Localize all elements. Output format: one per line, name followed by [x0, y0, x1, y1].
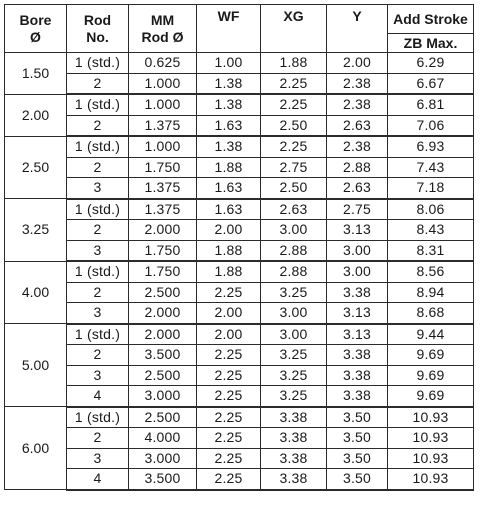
xg-cell: 3.00	[261, 303, 327, 324]
table-row	[5, 448, 474, 469]
y-cell: 2.63	[327, 115, 388, 136]
rod-no-cell: 3	[67, 178, 129, 199]
rod-no-cell: 3	[67, 303, 129, 324]
xg-cell: 3.00	[261, 220, 327, 241]
table-row	[5, 220, 474, 241]
mm-rod-cell: 3.500	[129, 469, 197, 490]
wf-cell: 2.25	[197, 407, 261, 428]
table-row	[5, 365, 474, 386]
y-cell: 3.50	[327, 407, 388, 428]
mm-rod-cell: 0.625	[129, 53, 197, 74]
zb-max-cell: 6.93	[388, 136, 474, 157]
zb-max-cell: 6.81	[388, 94, 474, 115]
wf-cell: 2.25	[197, 469, 261, 490]
table-row	[5, 136, 474, 157]
table-row	[5, 115, 474, 136]
table-row	[5, 240, 474, 261]
rod-no-cell: 2	[67, 282, 129, 303]
zb-max-cell: 8.43	[388, 220, 474, 241]
y-cell: 2.63	[327, 178, 388, 199]
rod-no-cell: 4	[67, 469, 129, 490]
bore-cell: 6.00	[5, 407, 67, 490]
rod-no-cell: 3	[67, 448, 129, 469]
y-cell: 3.38	[327, 345, 388, 366]
bore-cell: 4.00	[5, 261, 67, 324]
wf-cell: 1.88	[197, 261, 261, 282]
mm-rod-cell: 3.000	[129, 386, 197, 407]
y-cell: 2.88	[327, 157, 388, 178]
xg-cell: 3.38	[261, 469, 327, 490]
mm-rod-cell: 1.375	[129, 199, 197, 220]
bore-cell: 2.00	[5, 94, 67, 136]
y-cell: 2.38	[327, 136, 388, 157]
zb-max-cell: 10.93	[388, 428, 474, 449]
table-row	[5, 345, 474, 366]
mm-rod-cell: 1.375	[129, 178, 197, 199]
wf-cell: 2.25	[197, 386, 261, 407]
header-zb-max: ZB Max.	[388, 34, 474, 53]
wf-cell: 2.25	[197, 345, 261, 366]
y-cell: 3.50	[327, 469, 388, 490]
header-xg: XG	[261, 5, 327, 53]
mm-rod-cell: 2.000	[129, 303, 197, 324]
wf-cell: 1.88	[197, 157, 261, 178]
mm-rod-cell: 2.500	[129, 365, 197, 386]
xg-cell: 3.25	[261, 345, 327, 366]
mm-rod-cell: 2.500	[129, 407, 197, 428]
table-row	[5, 282, 474, 303]
wf-cell: 1.38	[197, 94, 261, 115]
zb-max-cell: 8.06	[388, 199, 474, 220]
xg-cell: 2.50	[261, 115, 327, 136]
zb-max-cell: 10.93	[388, 407, 474, 428]
rod-no-cell: 1 (std.)	[67, 407, 129, 428]
wf-cell: 2.00	[197, 324, 261, 345]
zb-max-cell: 6.67	[388, 73, 474, 94]
wf-cell: 1.63	[197, 115, 261, 136]
header-rod-no: Rod No.	[67, 5, 129, 53]
xg-cell: 2.25	[261, 73, 327, 94]
y-cell: 3.13	[327, 220, 388, 241]
mm-rod-cell: 1.750	[129, 261, 197, 282]
header-add-stroke: Add Stroke	[388, 5, 474, 34]
wf-cell: 1.63	[197, 178, 261, 199]
zb-max-cell: 8.68	[388, 303, 474, 324]
dimension-table-container	[4, 4, 474, 491]
mm-rod-cell: 2.500	[129, 282, 197, 303]
wf-cell: 2.25	[197, 365, 261, 386]
table-row	[5, 199, 474, 220]
rod-no-cell: 1 (std.)	[67, 324, 129, 345]
wf-cell: 1.88	[197, 240, 261, 261]
xg-cell: 2.25	[261, 136, 327, 157]
zb-max-cell: 10.93	[388, 469, 474, 490]
rod-no-cell: 2	[67, 157, 129, 178]
table-row	[5, 407, 474, 428]
zb-max-cell: 6.29	[388, 53, 474, 74]
y-cell: 3.13	[327, 324, 388, 345]
mm-rod-cell: 1.750	[129, 240, 197, 261]
zb-max-cell: 9.69	[388, 345, 474, 366]
mm-rod-cell: 2.000	[129, 324, 197, 345]
mm-rod-cell: 3.000	[129, 448, 197, 469]
zb-max-cell: 8.31	[388, 240, 474, 261]
header-y: Y	[327, 5, 388, 53]
xg-cell: 2.25	[261, 94, 327, 115]
rod-no-cell: 2	[67, 115, 129, 136]
xg-cell: 3.00	[261, 324, 327, 345]
rod-no-cell: 1 (std.)	[67, 199, 129, 220]
xg-cell: 3.38	[261, 407, 327, 428]
zb-max-cell: 9.44	[388, 324, 474, 345]
table-row	[5, 53, 474, 74]
rod-no-cell: 2	[67, 73, 129, 94]
wf-cell: 2.25	[197, 282, 261, 303]
header-mm-rod: MM Rod Ø	[129, 5, 197, 53]
bore-cell: 2.50	[5, 136, 67, 199]
table-row	[5, 386, 474, 407]
y-cell: 3.50	[327, 428, 388, 449]
bore-cell: 3.25	[5, 199, 67, 262]
rod-no-cell: 1 (std.)	[67, 261, 129, 282]
y-cell: 3.00	[327, 261, 388, 282]
zb-max-cell: 9.69	[388, 386, 474, 407]
table-row	[5, 303, 474, 324]
y-cell: 2.38	[327, 94, 388, 115]
rod-no-cell: 3	[67, 240, 129, 261]
header-bore: Bore Ø	[5, 5, 67, 53]
mm-rod-cell: 2.000	[129, 220, 197, 241]
y-cell: 2.00	[327, 53, 388, 74]
zb-max-cell: 7.06	[388, 115, 474, 136]
mm-rod-cell: 4.000	[129, 428, 197, 449]
y-cell: 3.38	[327, 365, 388, 386]
zb-max-cell: 7.18	[388, 178, 474, 199]
zb-max-cell: 7.43	[388, 157, 474, 178]
y-cell: 3.50	[327, 448, 388, 469]
rod-no-cell: 2	[67, 345, 129, 366]
xg-cell: 3.38	[261, 448, 327, 469]
table-row	[5, 178, 474, 199]
rod-no-cell: 2	[67, 428, 129, 449]
zb-max-cell: 10.93	[388, 448, 474, 469]
rod-no-cell: 1 (std.)	[67, 53, 129, 74]
xg-cell: 3.25	[261, 386, 327, 407]
mm-rod-cell: 1.375	[129, 115, 197, 136]
xg-cell: 2.88	[261, 240, 327, 261]
xg-cell: 3.38	[261, 428, 327, 449]
table-row	[5, 428, 474, 449]
wf-cell: 2.25	[197, 428, 261, 449]
table-row	[5, 261, 474, 282]
xg-cell: 2.88	[261, 261, 327, 282]
mm-rod-cell: 1.000	[129, 94, 197, 115]
table-row	[5, 324, 474, 345]
mm-rod-cell: 1.750	[129, 157, 197, 178]
y-cell: 3.00	[327, 240, 388, 261]
xg-cell: 3.25	[261, 282, 327, 303]
rod-no-cell: 1 (std.)	[67, 136, 129, 157]
y-cell: 3.38	[327, 386, 388, 407]
y-cell: 2.38	[327, 73, 388, 94]
wf-cell: 1.38	[197, 136, 261, 157]
dimension-table	[4, 4, 474, 491]
table-row	[5, 73, 474, 94]
rod-no-cell: 3	[67, 365, 129, 386]
mm-rod-cell: 1.000	[129, 136, 197, 157]
rod-no-cell: 1 (std.)	[67, 94, 129, 115]
table-header	[5, 5, 474, 53]
wf-cell: 1.38	[197, 73, 261, 94]
table-row	[5, 469, 474, 490]
zb-max-cell: 8.56	[388, 261, 474, 282]
xg-cell: 2.75	[261, 157, 327, 178]
zb-max-cell: 9.69	[388, 365, 474, 386]
wf-cell: 1.00	[197, 53, 261, 74]
table-body	[5, 53, 474, 490]
xg-cell: 2.63	[261, 199, 327, 220]
mm-rod-cell: 3.500	[129, 345, 197, 366]
mm-rod-cell: 1.000	[129, 73, 197, 94]
wf-cell: 2.00	[197, 220, 261, 241]
xg-cell: 3.25	[261, 365, 327, 386]
bore-cell: 5.00	[5, 324, 67, 407]
bore-cell: 1.50	[5, 53, 67, 95]
y-cell: 3.38	[327, 282, 388, 303]
table-row	[5, 157, 474, 178]
rod-no-cell: 2	[67, 220, 129, 241]
xg-cell: 2.50	[261, 178, 327, 199]
wf-cell: 1.63	[197, 199, 261, 220]
zb-max-cell: 8.94	[388, 282, 474, 303]
header-wf: WF	[197, 5, 261, 53]
y-cell: 2.75	[327, 199, 388, 220]
y-cell: 3.13	[327, 303, 388, 324]
table-row	[5, 94, 474, 115]
rod-no-cell: 4	[67, 386, 129, 407]
wf-cell: 2.25	[197, 448, 261, 469]
wf-cell: 2.00	[197, 303, 261, 324]
xg-cell: 1.88	[261, 53, 327, 74]
